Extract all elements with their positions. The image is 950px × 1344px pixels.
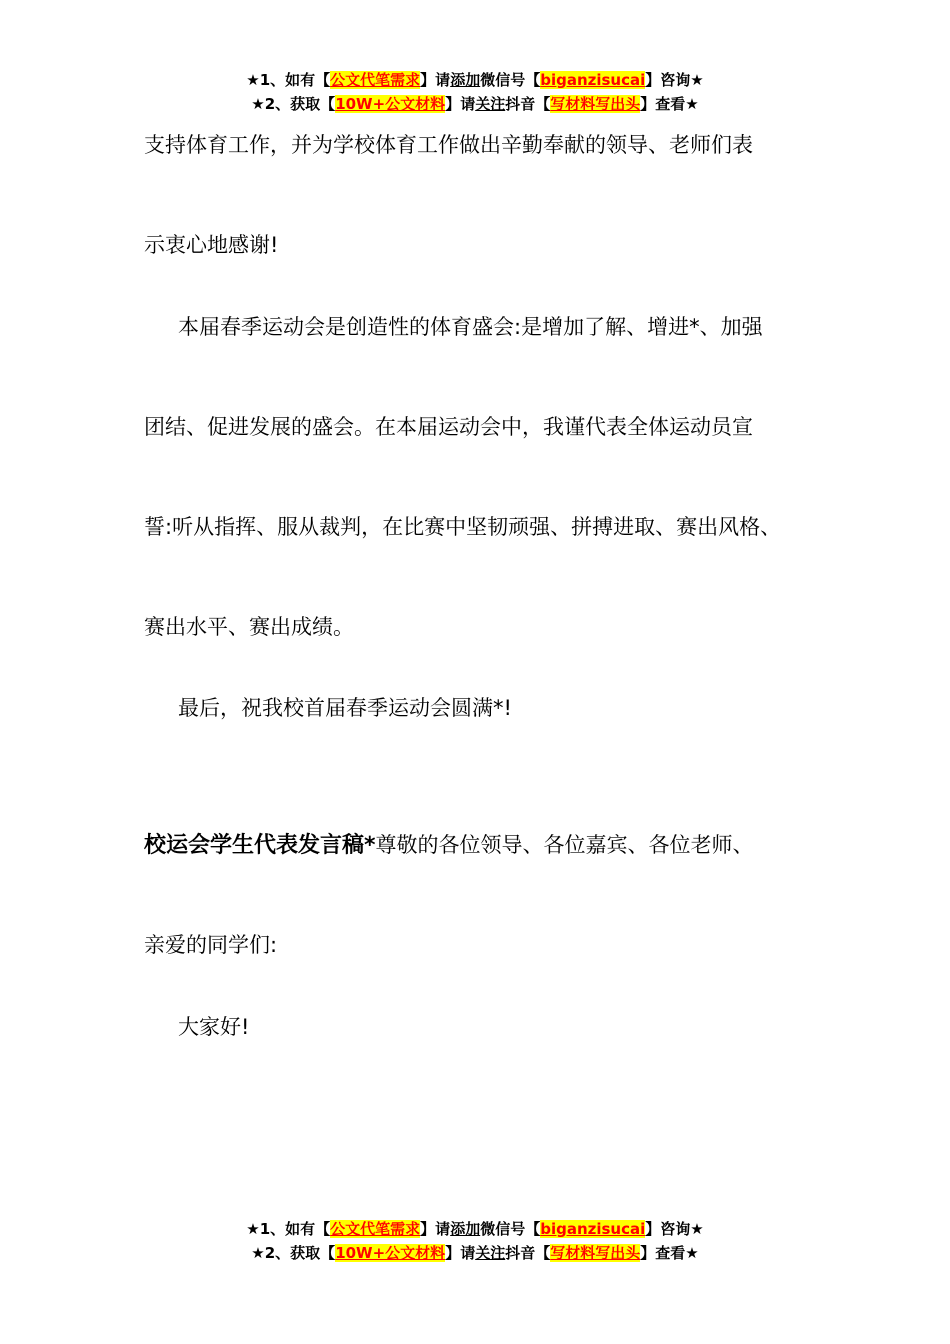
body-line: 大家好! xyxy=(178,1015,250,1039)
section-title: 校运会学生代表发言稿* xyxy=(144,833,376,858)
banner-underlined: 添加 xyxy=(450,1220,481,1238)
header-banner xyxy=(0,68,950,116)
banner-text: ★2、获取【 xyxy=(251,1244,336,1262)
banner-text: 微信号【 xyxy=(480,71,541,89)
footer-banner xyxy=(0,1217,950,1265)
banner-text: 】请 xyxy=(445,95,476,113)
body-line: 支持体育工作，并为学校体育工作做出辛勤奉献的领导、老师们表 xyxy=(144,133,753,157)
banner-line-1 xyxy=(0,1217,950,1241)
body-line: 最后，祝我校首届春季运动会圆满*! xyxy=(178,696,512,720)
banner-text: 】查看★ xyxy=(640,95,699,113)
banner-text: 】请 xyxy=(420,71,451,89)
banner-text: 抖音【 xyxy=(505,95,551,113)
banner-text: 】咨询★ xyxy=(645,71,704,89)
materials-highlight: 10W+公文材料 xyxy=(335,95,446,113)
wechat-id-highlight: biganzisucai xyxy=(540,1220,646,1238)
banner-text: 】请 xyxy=(445,1244,476,1262)
douyin-highlight: 写材料写出头 xyxy=(550,1244,641,1262)
body-line: 亲爱的同学们: xyxy=(144,933,278,957)
section-line xyxy=(144,830,754,861)
banner-line-2 xyxy=(0,1241,950,1265)
body-line: 赛出水平、赛出成绩。 xyxy=(144,615,354,639)
banner-text: ★1、如有【 xyxy=(246,71,331,89)
douyin-highlight: 写材料写出头 xyxy=(550,95,641,113)
banner-text: 微信号【 xyxy=(480,1220,541,1238)
service-highlight: 公文代笔需求 xyxy=(330,1220,421,1238)
body-line: 团结、促进发展的盛会。在本届运动会中，我谨代表全体运动员宣 xyxy=(144,415,753,439)
banner-text: ★2、获取【 xyxy=(251,95,336,113)
service-highlight: 公文代笔需求 xyxy=(330,71,421,89)
banner-text: ★1、如有【 xyxy=(246,1220,331,1238)
body-text: 尊敬的各位领导、各位嘉宾、各位老师、 xyxy=(375,833,754,857)
wechat-id-highlight: biganzisucai xyxy=(540,71,646,89)
banner-text: 】请 xyxy=(420,1220,451,1238)
banner-underlined: 关注 xyxy=(475,1244,506,1262)
body-line: 示衷心地感谢! xyxy=(144,233,279,257)
banner-line-1 xyxy=(0,68,950,92)
body-line: 誓:听从指挥、服从裁判，在比赛中坚韧顽强、拼搏进取、赛出风格、 xyxy=(144,515,782,539)
banner-text: 】咨询★ xyxy=(645,1220,704,1238)
banner-line-2 xyxy=(0,92,950,116)
banner-underlined: 添加 xyxy=(450,71,481,89)
banner-underlined: 关注 xyxy=(475,95,506,113)
materials-highlight: 10W+公文材料 xyxy=(335,1244,446,1262)
body-line: 本届春季运动会是创造性的体育盛会:是增加了解、增进*、加强 xyxy=(178,315,763,339)
banner-text: 抖音【 xyxy=(505,1244,551,1262)
banner-text: 】查看★ xyxy=(640,1244,699,1262)
